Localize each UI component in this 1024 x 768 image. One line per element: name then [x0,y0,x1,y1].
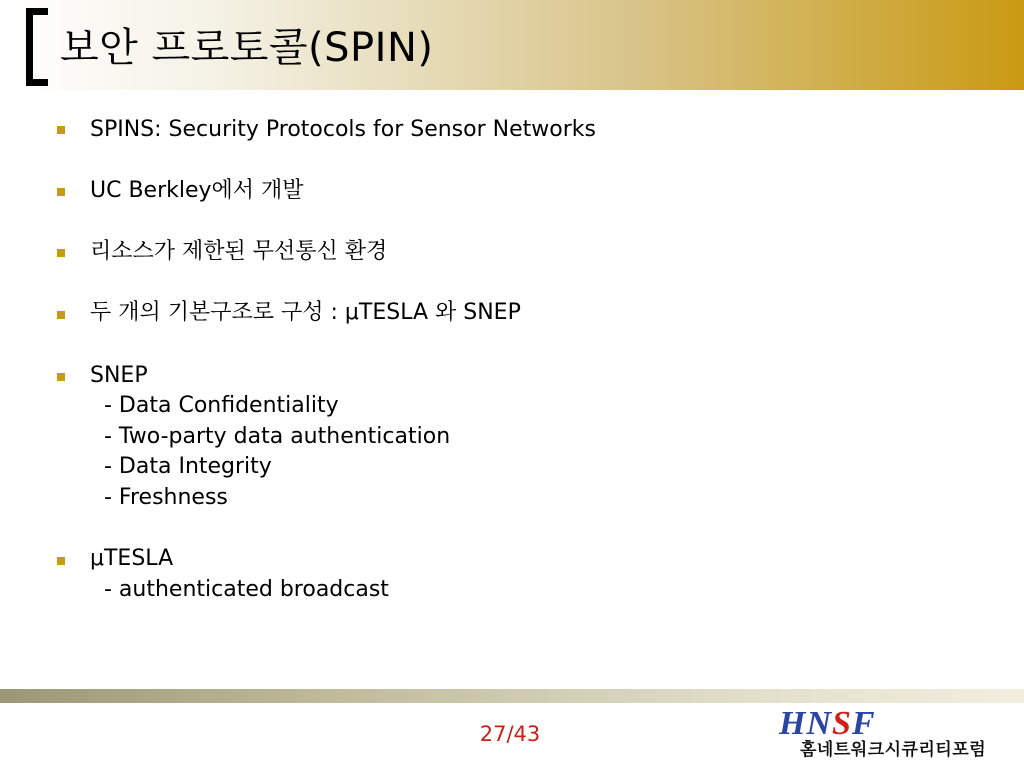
bullet-icon [57,311,65,319]
title-bracket-top [26,8,48,15]
page-number: 27/43 [479,722,541,746]
sub-item: - Freshness [104,485,228,510]
logo-subtitle: 홈네트워크시큐리티포럼 [800,740,987,760]
footer-band [0,689,1024,703]
logo-letter-s: S [832,705,852,742]
sub-item: - Data Integrity [104,454,272,479]
bullet-icon [57,557,65,565]
hnsf-logo [779,706,876,742]
logo-letter-f: F [851,705,876,742]
title-bracket [26,8,33,86]
slide-title: 보안 프로토콜(SPIN) [60,25,434,71]
bullet-icon [57,249,65,257]
bullet-item: 리소스가 제한된 무선통신 환경 [90,239,388,264]
bullet-item: SNEP [90,363,148,388]
bullet-icon [57,188,65,196]
bullet-item: μTESLA [90,546,174,571]
bullet-item: UC Berkley에서 개발 [90,178,304,203]
bullet-item: 두 개의 기본구조로 구성 : μTESLA 와 SNEP [90,300,521,325]
logo-letters-hn: HN [779,705,832,742]
title-bracket-bottom [26,79,48,86]
sub-item: - Two-party data authentication [104,424,451,449]
sub-item: - authenticated broadcast [104,577,389,602]
bullet-icon [57,126,65,134]
bullet-icon [57,373,65,381]
bullet-item: SPINS: Security Protocols for Sensor Networks [90,117,596,142]
sub-item: - Data Confidentiality [104,393,339,418]
